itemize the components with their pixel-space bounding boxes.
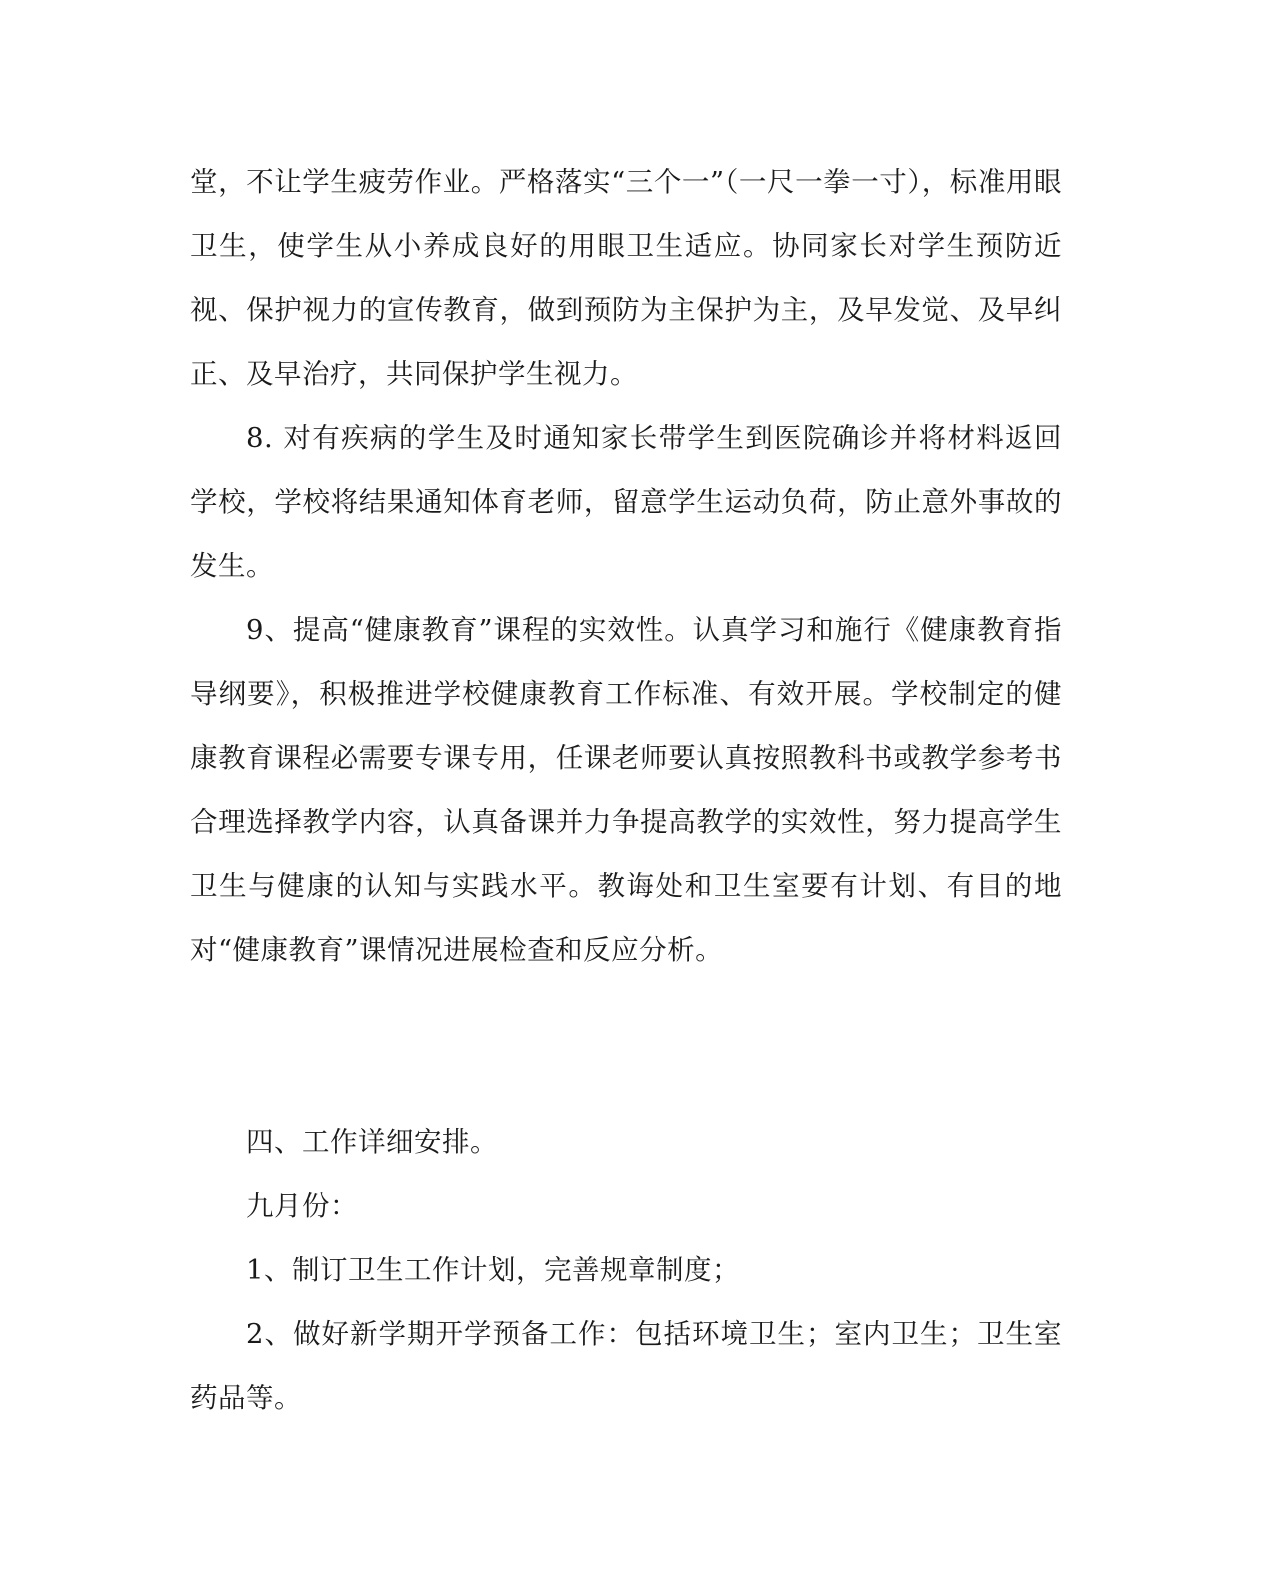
paragraph-item-9: 9、提高“健康教育”课程的实效性。认真学习和施行《健康教育指导纲要》，积极推进学校健康教育工作标准、有效开展。学校制定的健康教育课程必需要专课专用，任课老师要认真按照教科书或教学参考书合理选择教学内容，认真备课并力争提高教学的实效性，努力提高学生卫生与健康的认知与实践水平。教诲处和卫生室要有计划、有目的地对“健康教育”课情况进展检查和反应分析。 — [190, 614, 1062, 966]
section-heading: 四、工作详细安排。 — [246, 1126, 498, 1158]
paragraph-eye-hygiene: 堂，不让学生疲劳作业。严格落实“三个一”（一尺一拳一寸），标准用眼卫生，使学生从小养成良好的用眼卫生适应。协同家长对学生预防近视、保护视力的宣传教育，做到预防为主保护为主，及早发觉、及早纠正、及早治疗，共同保护学生视力。 — [190, 166, 1062, 390]
list-item: 1、制订卫生工作计划，完善规章制度； — [246, 1254, 740, 1286]
paragraph-item-8: 8. 对有疾病的学生及时通知家长带学生到医院确诊并将材料返回学校，学校将结果通知体育老师，留意学生运动负荷，防止意外事故的发生。 — [190, 422, 1062, 582]
month-label: 九月份： — [246, 1190, 358, 1222]
list-item: 2、做好新学期开学预备工作：包括环境卫生；室内卫生；卫生室药品等。 — [190, 1318, 1062, 1414]
section-spacer — [190, 982, 1062, 1110]
document-body — [190, 150, 1062, 1430]
